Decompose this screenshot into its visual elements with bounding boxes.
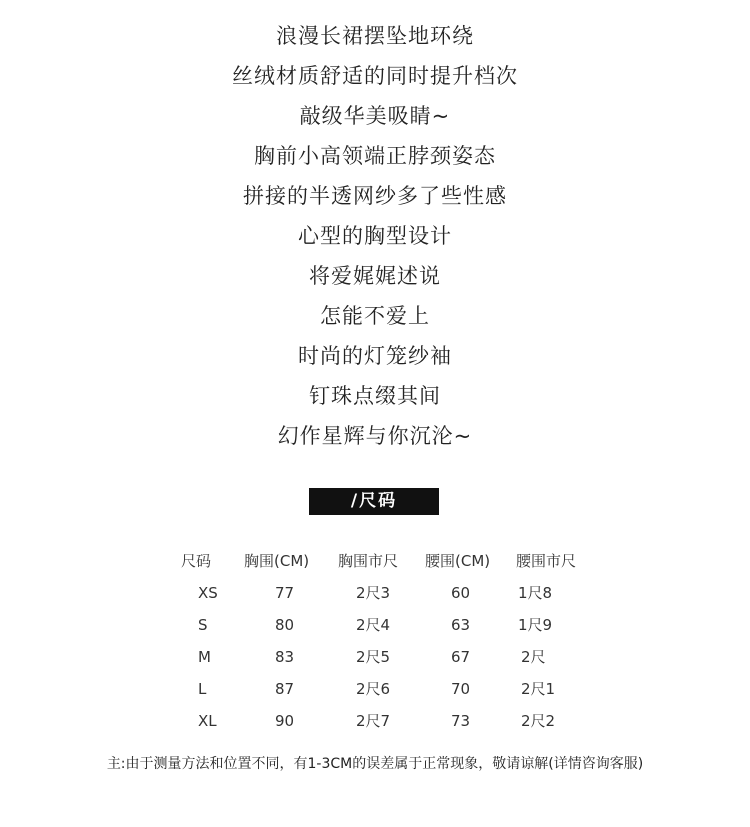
bust-chi-cell: 2尺5	[356, 648, 391, 666]
waist-chi-cell: 2尺	[521, 648, 546, 666]
poem-line: 丝绒材质舒适的同时提升档次	[232, 64, 518, 88]
size-cell: XS	[198, 584, 218, 602]
header-waist-chi: 腰围市尺	[516, 552, 577, 570]
size-table	[0, 545, 750, 737]
poem-line: 怎能不爱上	[320, 304, 430, 328]
poem-line: 时尚的灯笼纱袖	[298, 344, 452, 368]
size-cell: M	[198, 648, 211, 666]
bust-cm-cell: 83	[275, 648, 295, 666]
measurement-note: 主:由于测量方法和位置不同，有1-3CM的误差属于正常现象，敬请谅解(详情咨询客服)	[106, 756, 644, 772]
waist-chi-cell: 1尺8	[518, 584, 553, 602]
header-size: 尺码	[181, 552, 212, 570]
poem-line: 拼接的半透网纱多了些性感	[243, 184, 507, 208]
poem-line: 心型的胸型设计	[298, 224, 452, 248]
poem-line: 敲级华美吸睛~	[299, 104, 451, 128]
header-bust-cm: 胸围(CM)	[244, 552, 310, 570]
bust-cm-cell: 77	[275, 584, 295, 602]
waist-chi-cell: 2尺1	[521, 680, 556, 698]
poem-line: 浪漫长裙摆坠地环绕	[276, 24, 474, 48]
waist-cm-cell: 60	[451, 584, 471, 602]
header-waist-cm: 腰围(CM)	[425, 552, 491, 570]
size-section-title: /尺码	[309, 488, 439, 515]
poem-line: 胸前小高领端正脖颈姿态	[254, 144, 496, 168]
table-row	[0, 705, 750, 737]
waist-cm-cell: 73	[451, 712, 471, 730]
bust-cm-cell: 87	[275, 680, 295, 698]
poem-block	[0, 16, 750, 456]
size-cell: XL	[198, 712, 217, 730]
bust-chi-cell: 2尺7	[356, 712, 391, 730]
poem-line: 钉珠点缀其间	[309, 384, 441, 408]
waist-cm-cell: 63	[451, 616, 471, 634]
waist-chi-cell: 1尺9	[518, 616, 553, 634]
bust-cm-cell: 80	[275, 616, 295, 634]
bust-cm-cell: 90	[275, 712, 295, 730]
bust-chi-cell: 2尺3	[356, 584, 391, 602]
table-row	[0, 641, 750, 673]
header-bust-chi: 胸围市尺	[338, 552, 399, 570]
table-row	[0, 673, 750, 705]
size-cell: L	[198, 680, 207, 698]
waist-chi-cell: 2尺2	[521, 712, 556, 730]
poem-line: 幻作星辉与你沉沦~	[277, 424, 473, 448]
size-table-header	[0, 545, 750, 577]
table-row	[0, 609, 750, 641]
bust-chi-cell: 2尺6	[356, 680, 391, 698]
bust-chi-cell: 2尺4	[356, 616, 391, 634]
size-cell: S	[198, 616, 208, 634]
table-row	[0, 577, 750, 609]
waist-cm-cell: 67	[451, 648, 471, 666]
waist-cm-cell: 70	[451, 680, 471, 698]
poem-line: 将爱娓娓述说	[309, 264, 441, 288]
